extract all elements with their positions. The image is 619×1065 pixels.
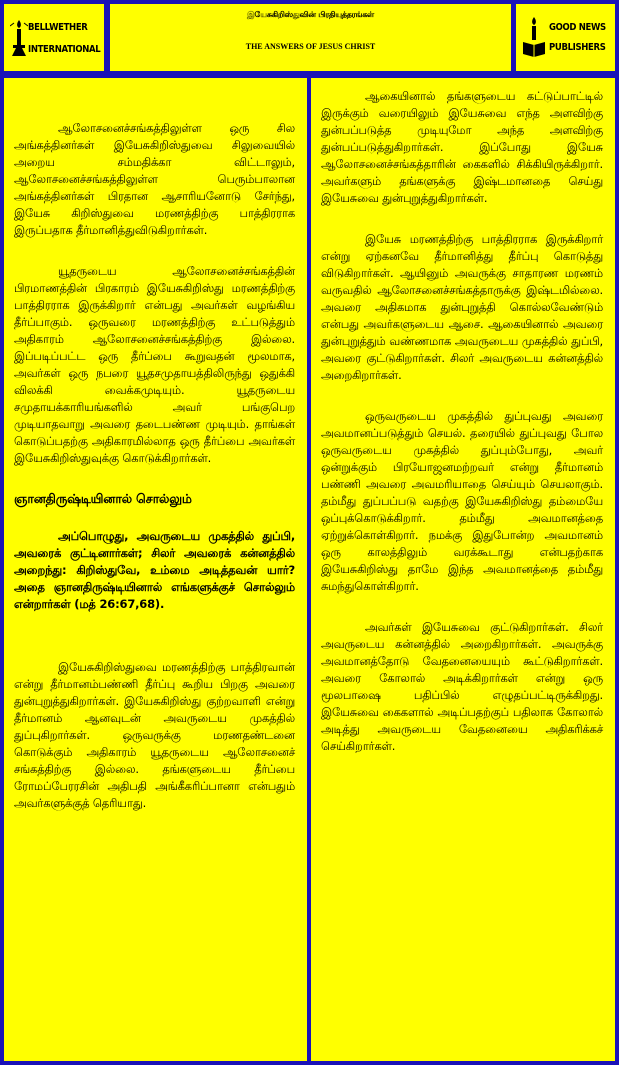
logo-right-line1: GOOD NEWS	[549, 22, 606, 33]
right-paragraph-2: இயேசு மரணத்திற்கு பாத்திரராக இருக்கிறார் என்று ஏற்கனவே தீர்மானித்து தீர்ப்பு கொடுத்து விடுகிறார்கள். ஆயினும் அவருக்கு சாதாரண மரணம் வருவதில் ஆலோசனைச்சங்கத்தாருக்கு இஷ்டமில்லை. அவரை அதிகமாக துன்புறுத்தி கொல்லவேண்டும் என்பது அவர்களுடைய ஆசை. ஆகையினால் அவரை துன்புறுத்தும் வண்ணமாக அவருடைய முகத்தில் துப்பி, அவரை குட்டுகிறார்கள். சிலர் அவருடைய கன்னத்தில் அறைகிறார்கள்.	[321, 232, 603, 382]
left-paragraph-3: இயேசுகிறிஸ்துவை மரணத்திற்கு பாத்திரவான் என்று தீர்மானம்பண்ணி தீர்ப்பு கூறிய பிறகு அவரை துன்புறுத்துகிறார்கள். இயேசுகிறிஸ்து குற்றவாளி என்று தீர்மானம் ஆனவுடன் அவருடைய முகத்தில் துப்புகிறார்கள். ஒருவருக்கு மரணதண்டனை கொடுக்கும் அதிகாரம் யூதருடைய ஆலோசனைச் சங்கத்திற்கு இல்லை. தங்களுடைய தீர்ப்பை ரோமப்பேரரசின் அதிபதி அங்கீகரிப்பானா என்பதும் அவர்களுக்குத் தெரியாது.	[14, 660, 295, 810]
right-paragraph-4: அவர்கள் இயேசுவை குட்டுகிறார்கள். சிலர் அவருடைய கன்னத்தில் அறைகிறார்கள். அவருக்கு அவமானத்தோடு வேதனையையும் கூட்டுகிறார்கள். அவரை கோலால் அடிக்கிறார்கள் என்று ஒரு மூலபாஷை பதிப்பில் எழுதப்பட்டிருக்கிறது. இயேசுவை கைகளால் அடிப்பதற்குப் பதிலாக கோலால் அடித்து அவருடைய வேதனையை அதிகரிக்கச் செய்கிறார்கள்.	[321, 620, 603, 753]
candle-icon	[10, 18, 28, 58]
logo-left-line2: INTERNATIONAL	[28, 44, 101, 55]
title-tamil: இயேசுகிறிஸ்துவின் பிரதியுத்தரங்கள்	[247, 10, 374, 19]
right-column	[311, 78, 615, 1061]
page-header	[110, 4, 511, 71]
left-paragraph-2: யூதருடைய ஆலோசனைச்சங்கத்தின் பிரமாணத்தின் பிரகாரம் இயேசுகிறிஸ்து மரணத்திற்கு பாத்திரராக இருக்கிறார் என்பது அவர்கள் வழங்கிய தீர்ப்பாகும். ஒருவரை மரணத்திற்கு உட்படுத்தும் அதிகாரம் ஆலோசனைச்சங்கத்திற்கு இல்லை. இப்படிப்பட்ட ஒரு தீர்ப்பை கூறுவதன் மூலமாக, அவர்கள் ஒரு நபரை யூதசமுதாயத்திலிருந்து ஒதுக்கி விலக்கி வைக்கமுடியும். யூதருடைய சமுதாயக்காரியங்களில் அவர் பங்குபெற முடியாதவாறு அவரை தடைபண்ண முடியும். தாங்கள் கொடுப்பதற்கு அதிகாரமில்லாத ஒரு தீர்ப்பை அவர்கள் இயேசுகிறிஸ்துவுக்கு கொடுக்கிறார்கள்.	[14, 264, 295, 465]
logo-right-line2: PUBLISHERS	[549, 42, 606, 53]
good-news-logo	[516, 4, 615, 71]
logo-left-line1: BELLWETHER	[28, 22, 88, 33]
left-column	[4, 78, 307, 1061]
scripture-quote: அப்பொழுது, அவருடைய முகத்தில் துப்பி, அவரைக் குட்டினார்கள்; சிலர் அவரைக் கன்னத்தில் அறைந்து: கிறிஸ்துவே, உம்மை அடித்தவன் யார்? அதை ஞானதிருஷ்டியினால் எங்களுக்குச் சொல்லும் என்றார்கள் (மத் 26:67,68).	[14, 529, 295, 611]
title-english: THE ANSWERS OF JESUS CHRIST	[245, 42, 376, 51]
book-candle-icon	[522, 16, 546, 58]
right-paragraph-3: ஒருவருடைய முகத்தில் துப்புவது அவரை அவமானப்படுத்தும் செயல். தரையில் துப்புவது போல ஒருவருடைய முகத்தில் துப்பும்போது, அவர் ஒன்றுக்கும் பிரயோஜனமற்றவர் என்று தீர்மானம் பண்ணி அவரை அவமரியாதை செய்யும் செயலாகும். தம்மீது துப்பப்படு வதற்கு இயேசுகிறிஸ்து தம்மையே ஒப்புக்கொடுக்கிறார். தம்மீது அவமானத்தை ஏற்றுக்கொள்கிறார். நமக்கு இதுபோன்ற அவமானம் ஒரு காலத்திலும் வரக்கூடாது என்பதற்காக இயேசுகிறிஸ்து தாமே இந்த அவமானத்தை தம்மீது சுமந்துகொள்கிறார்.	[321, 409, 603, 593]
left-paragraph-1: ஆலோசனைச்சங்கத்திலுள்ள ஒரு சில அங்கத்தினர்கள் இயேசுகிறிஸ்துவை சிலுவையில் அறைய சம்மதிக்கா விட்டாலும், ஆலோசனைச்சங்கத்திலுள்ள பெரும்பாலான அங்கத்தினர்கள் பிரதான ஆசாரியனோடு சேர்ந்து, இயேசு கிறிஸ்துவை மரணத்திற்கு பாத்திரராக இருப்பதாக தீர்மானித்துவிடுகிறார்கள்.	[14, 121, 295, 237]
bellwether-logo	[4, 4, 104, 71]
section-heading: ஞானதிருஷ்டியினால் சொல்லும்	[14, 491, 192, 506]
right-paragraph-1: ஆகையினால் தங்களுடைய கட்டுப்பாட்டில் இருக்கும் வரையிலும் இயேசுவை எந்த அளவிற்கு துன்பப்படுத்த முடியுமோ அந்த அளவிற்கு துன்பப்படுத்துகிறார்கள். இப்போது இயேசு ஆலோசனைச்சங்கத்தாரின் கைகளில் சிக்கியிருக்கிறார். அவர்களும் தங்களுக்கு இஷ்டமானதை செய்து இயேசுவை துன்புறுத்துகிறார்கள்.	[321, 89, 603, 205]
